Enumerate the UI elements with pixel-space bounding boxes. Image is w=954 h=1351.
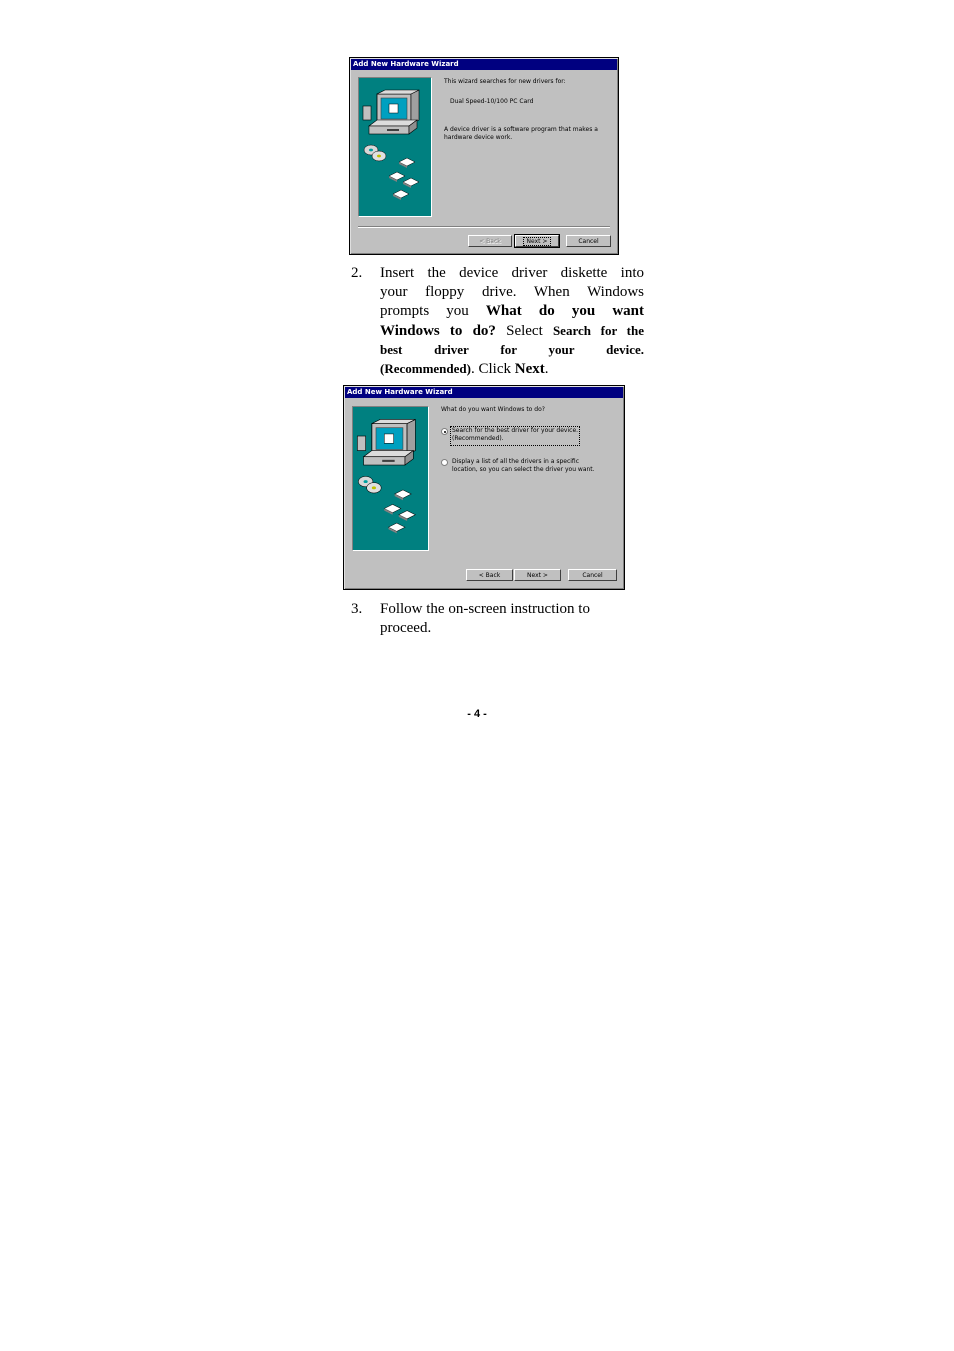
back-button[interactable]: < Back — [466, 569, 513, 581]
search-option-line-2[interactable]: (Recommended). — [452, 435, 504, 442]
dialog-separator — [358, 226, 610, 228]
wizard-dialog-1 — [349, 57, 619, 255]
step-2-line — [380, 359, 644, 378]
cancel-button[interactable]: Cancel — [568, 569, 617, 581]
step-2-text-run: prompts you — [380, 303, 486, 319]
driver-description-line-2: hardware device work. — [444, 134, 513, 141]
display-list-option-line-1[interactable]: Display a list of all the drivers in a specific — [452, 458, 580, 465]
next-button[interactable] — [515, 235, 559, 247]
search-option-line-1[interactable]: Search for the best driver for your device. — [452, 427, 579, 434]
cancel-button[interactable]: Cancel — [566, 235, 611, 247]
step-3-line — [380, 619, 644, 638]
step-3-text-run: Follow the on-screen instruction to — [380, 601, 590, 617]
step-2-line — [380, 340, 644, 359]
step-2-bold-run: Windows to do? — [380, 323, 496, 339]
step-3-line — [380, 600, 644, 619]
next-button[interactable]: Next > — [514, 569, 561, 581]
step-2-bold-run: Next — [514, 361, 545, 377]
display-list-radio[interactable] — [441, 459, 448, 466]
step-2-line — [380, 264, 644, 283]
step-2-text-run: Select — [495, 323, 553, 339]
next-button-label: Next > — [523, 237, 552, 246]
wizard-intro-text: This wizard searches for new drivers for: — [444, 78, 566, 85]
step-2-text — [380, 264, 644, 378]
search-driver-radio[interactable] — [441, 428, 448, 435]
step-2-bold-run: What do you want — [485, 303, 644, 319]
dialog-title-bar — [351, 59, 617, 70]
step-2-text-run: your floppy drive. When Windows — [380, 284, 644, 300]
wizard-artwork — [352, 406, 429, 551]
page-number: - 4 - — [467, 708, 487, 720]
computer-install-icon — [353, 407, 428, 550]
step-3-number: 3. — [351, 601, 363, 617]
step-3-text-run: proceed. — [380, 620, 432, 636]
computer-install-icon — [359, 78, 431, 216]
display-list-option-line-2[interactable]: location, so you can select the driver you want. — [452, 466, 595, 473]
step-2-bold-run: best driver for your device. — [380, 342, 644, 357]
back-button[interactable]: < Back — [468, 235, 512, 247]
wizard-question: What do you want Windows to do? — [441, 406, 545, 413]
dialog-title-bar — [345, 387, 623, 398]
dialog-title: Add New Hardware Wizard — [353, 60, 459, 68]
dialog-title: Add New Hardware Wizard — [347, 388, 453, 396]
wizard-artwork — [358, 77, 432, 217]
wizard-dialog-2 — [343, 385, 625, 590]
device-name: Dual Speed-10/100 PC Card — [450, 98, 534, 105]
step-2-bold-run: (Recommended) — [380, 361, 471, 376]
step-2-text-run: Insert the device driver diskette into — [380, 265, 644, 281]
step-2-bold-run: Search for the — [552, 323, 645, 338]
step-2-text-run: . Click — [470, 361, 515, 377]
step-2-line — [380, 321, 644, 340]
driver-description-line-1: A device driver is a software program that makes a — [444, 126, 598, 133]
step-2-line — [380, 302, 644, 321]
step-2-number: 2. — [351, 265, 363, 281]
step-2-line — [380, 283, 644, 302]
step-3-text — [380, 600, 644, 638]
step-2-text-run: . — [544, 361, 549, 377]
